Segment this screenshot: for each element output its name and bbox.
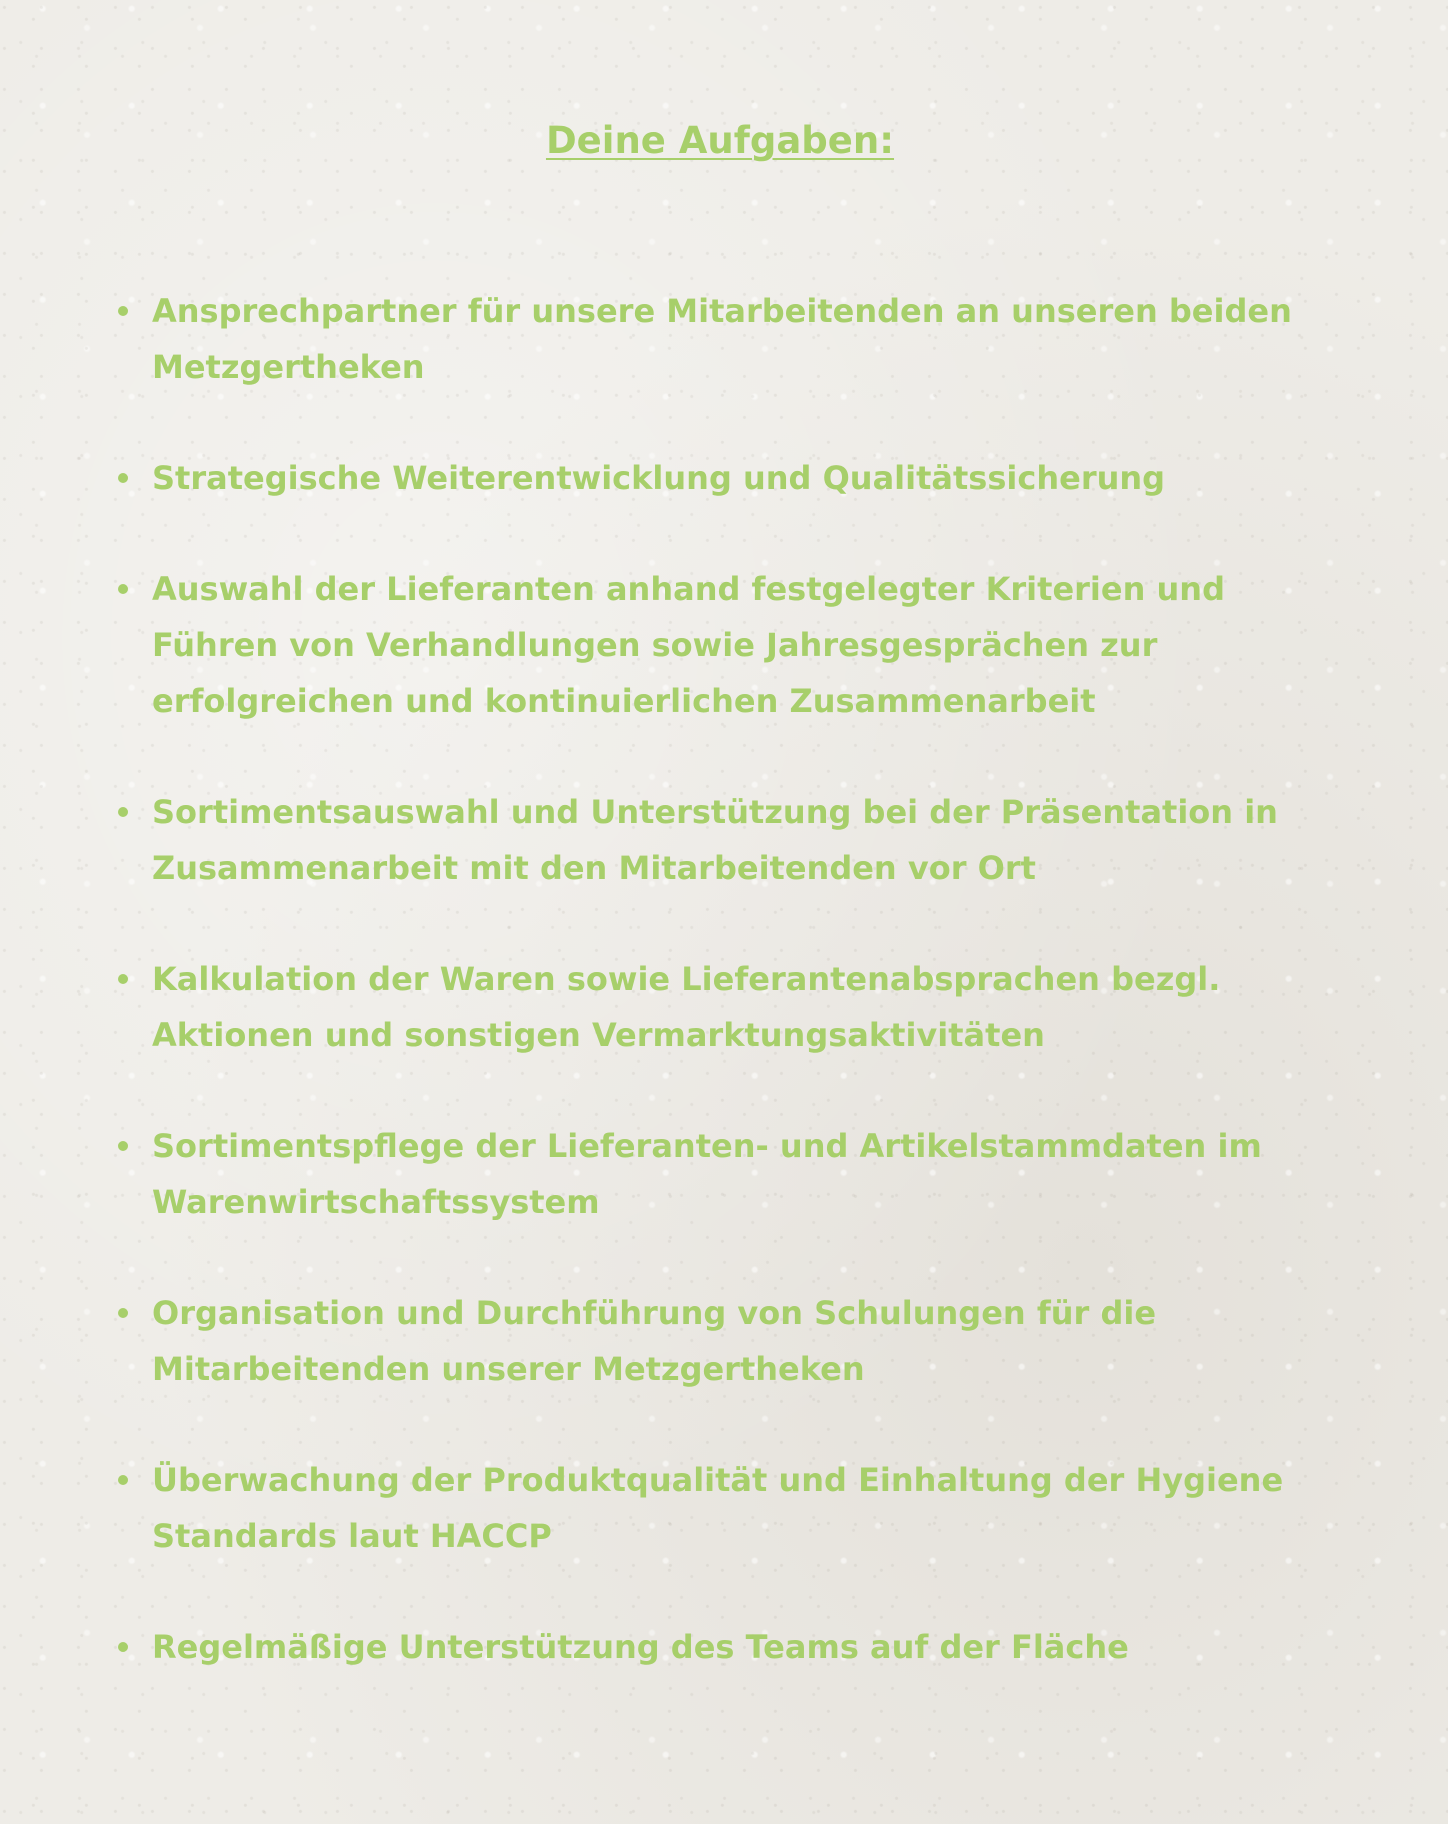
list-item [0, 450, 1302, 506]
bullet-icon [118, 1141, 128, 1151]
list-item [0, 283, 1302, 395]
list-item [0, 951, 1302, 1063]
bullet-icon [118, 306, 128, 316]
bullet-icon [118, 1642, 128, 1652]
list-item [0, 1452, 1302, 1564]
list-item [0, 561, 1302, 729]
bullet-icon [118, 974, 128, 984]
page-title: Deine Aufgaben: [545, 118, 895, 162]
task-text: Auswahl der Lieferanten anhand festgelegter Kriterien und Führen von Verhandlungen sowie Jahresgesprächen zur erfolgreichen und kontinuierlichen Zusammenarbeit [152, 570, 1225, 720]
bullet-icon [118, 1475, 128, 1485]
list-item [0, 1619, 1302, 1675]
bullet-icon [118, 807, 128, 817]
task-text: Regelmäßige Unterstützung des Teams auf der Fläche [152, 1628, 1129, 1666]
list-item [0, 784, 1302, 896]
bullet-icon [118, 473, 128, 483]
list-item [0, 1285, 1302, 1397]
task-text: Ansprechpartner für unsere Mitarbeitenden an unseren beiden Metzgertheken [152, 292, 1292, 386]
task-text: Organisation und Durchführung von Schulungen für die Mitarbeitenden unserer Metzgertheken [152, 1294, 1157, 1388]
task-text: Strategische Weiterentwicklung und Qualitätssicherung [152, 459, 1166, 497]
list-item [0, 1118, 1302, 1230]
bullet-icon [118, 584, 128, 594]
task-text: Sortimentsauswahl und Unterstützung bei der Präsentation in Zusammenarbeit mit den Mitarbeitenden vor Ort [152, 793, 1278, 887]
task-text: Überwachung der Produktqualität und Einhaltung der Hygiene Standards laut HACCP [152, 1461, 1284, 1555]
task-list [0, 283, 1448, 1730]
task-text: Kalkulation der Waren sowie Lieferantenabsprachen bezgl. Aktionen und sonstigen Vermarktungsaktivitäten [152, 960, 1221, 1054]
bullet-icon [118, 1308, 128, 1318]
task-text: Sortimentspflege der Lieferanten- und Artikelstammdaten im Warenwirtschaftssystem [152, 1127, 1262, 1221]
